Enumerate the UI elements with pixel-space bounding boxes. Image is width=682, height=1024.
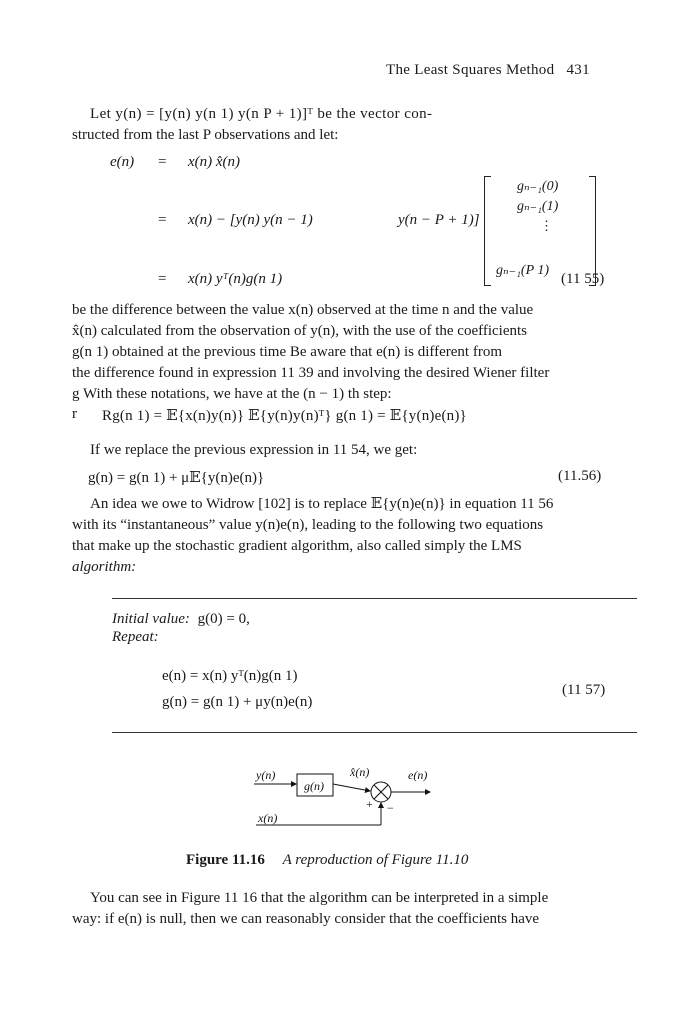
equation-number-11-56: (11.56) (558, 468, 602, 484)
intro-paragraph (72, 104, 612, 146)
para4-line-1: You can see in Figure 11 16 that the algorithm can be interpreted in a simple (90, 890, 549, 906)
paragraph-4 (72, 888, 612, 930)
intro-line-1: Let y(n) = [y(n) y(n 1) y(n P + 1)]ᵀ be the vector con- (90, 106, 433, 122)
para3-line-2: with its “instantaneous” value y(n)e(n), leading to the following two equations (72, 517, 544, 533)
minus-sign: − (387, 801, 394, 815)
vector-entry-2: ⋮ (540, 218, 553, 233)
running-title: The Least Squares Method (386, 62, 555, 78)
paragraph-2: If we replace the previous expression in 11 54, we get: (90, 442, 418, 458)
diagram-input-label: y(n) (256, 768, 276, 782)
diagram-output-label: e(n) (408, 768, 428, 782)
diagram-filter-label: g(n) (304, 779, 324, 793)
para1-line-1: be the difference between the value x(n) observed at the time n and the value (72, 302, 534, 318)
algorithm-top-rule (112, 598, 637, 599)
estimate-arrow (333, 784, 370, 791)
algorithm-bottom-rule (112, 732, 637, 733)
vector-entry-0: gₙ₋₁(0) (517, 179, 559, 194)
para4-line-2: way: if e(n) is null, then we can reasonably consider that the coefficients have (72, 911, 540, 927)
paragraph-3 (72, 494, 612, 578)
figure-caption-text: A reproduction of Figure 11.10 (282, 852, 469, 868)
para1-line-3: g(n 1) obtained at the previous time Be aware that e(n) is different from (72, 344, 502, 360)
lms-block-diagram (240, 762, 440, 832)
row3-rhs: x(n) yᵀ(n)g(n 1) (188, 271, 283, 287)
paragraph-1 (72, 300, 612, 405)
lms-equation-2: g(n) = g(n 1) + μy(n)e(n) (162, 694, 313, 710)
page-number: 431 (566, 62, 590, 78)
para3-line-1: An idea we owe to Widrow [102] is to replace 𝔼{y(n)e(n)} in equation 11 56 (90, 496, 554, 512)
para1-line-5: g With these notations, we have at the (n − 1) th step: (72, 386, 392, 402)
para1-line-2: x̂(n) calculated from the observation of y(n), with the use of the coefficients (72, 323, 527, 339)
plus-sign: + (366, 797, 373, 811)
e-n-lhs: e(n) (110, 154, 135, 170)
initial-value: g(0) = 0, (197, 611, 250, 627)
diagram-estimate-label: x̂(n) (350, 765, 370, 779)
repeat-label: Repeat: (112, 629, 159, 645)
equation-number-11-55: (11 55) (561, 271, 605, 287)
row2-tail: y(n − P + 1)] (398, 212, 480, 228)
equation-number-11-57: (11 57) (562, 682, 606, 698)
row1-rhs: x(n) x̂(n) (188, 154, 241, 170)
intro-line-2: structed from the last P observations and let: (72, 127, 339, 143)
para3-line-3: that make up the stochastic gradient algorithm, also called simply the LMS (72, 538, 522, 554)
running-header (386, 62, 590, 79)
equation-11-56: g(n) = g(n 1) + μ𝔼{y(n)e(n)} (88, 470, 265, 486)
gradient-equation: Rg(n 1) = 𝔼{x(n)y(n)} 𝔼{y(n)y(n)ᵀ} g(n 1) = 𝔼{y(n)e(n)} (102, 408, 467, 424)
figure-caption (186, 852, 468, 869)
vector-right-bracket (589, 176, 596, 286)
initial-value-label: Initial value: (112, 611, 190, 627)
figure-caption-label: Figure 11.16 (186, 852, 265, 868)
equals-sign-2: = (158, 212, 167, 228)
para1-line-4: the difference found in expression 11 39 and involving the desired Wiener filter (72, 365, 550, 381)
para3-line-4: algorithm: (72, 559, 137, 575)
diagram-reference-label: x(n) (258, 811, 278, 825)
initial-value-line (112, 611, 250, 628)
equals-sign-1: = (158, 154, 167, 170)
vector-entry-3: gₙ₋₁(P 1) (496, 263, 550, 278)
equals-sign-3: = (158, 271, 167, 287)
vector-left-bracket (484, 176, 491, 286)
lms-equation-1: e(n) = x(n) yᵀ(n)g(n 1) (162, 668, 298, 684)
vector-entry-1: gₙ₋₁(1) (517, 199, 559, 214)
gradient-marker: r (72, 406, 77, 422)
row2-rhs: x(n) − [y(n) y(n − 1) (188, 212, 313, 228)
